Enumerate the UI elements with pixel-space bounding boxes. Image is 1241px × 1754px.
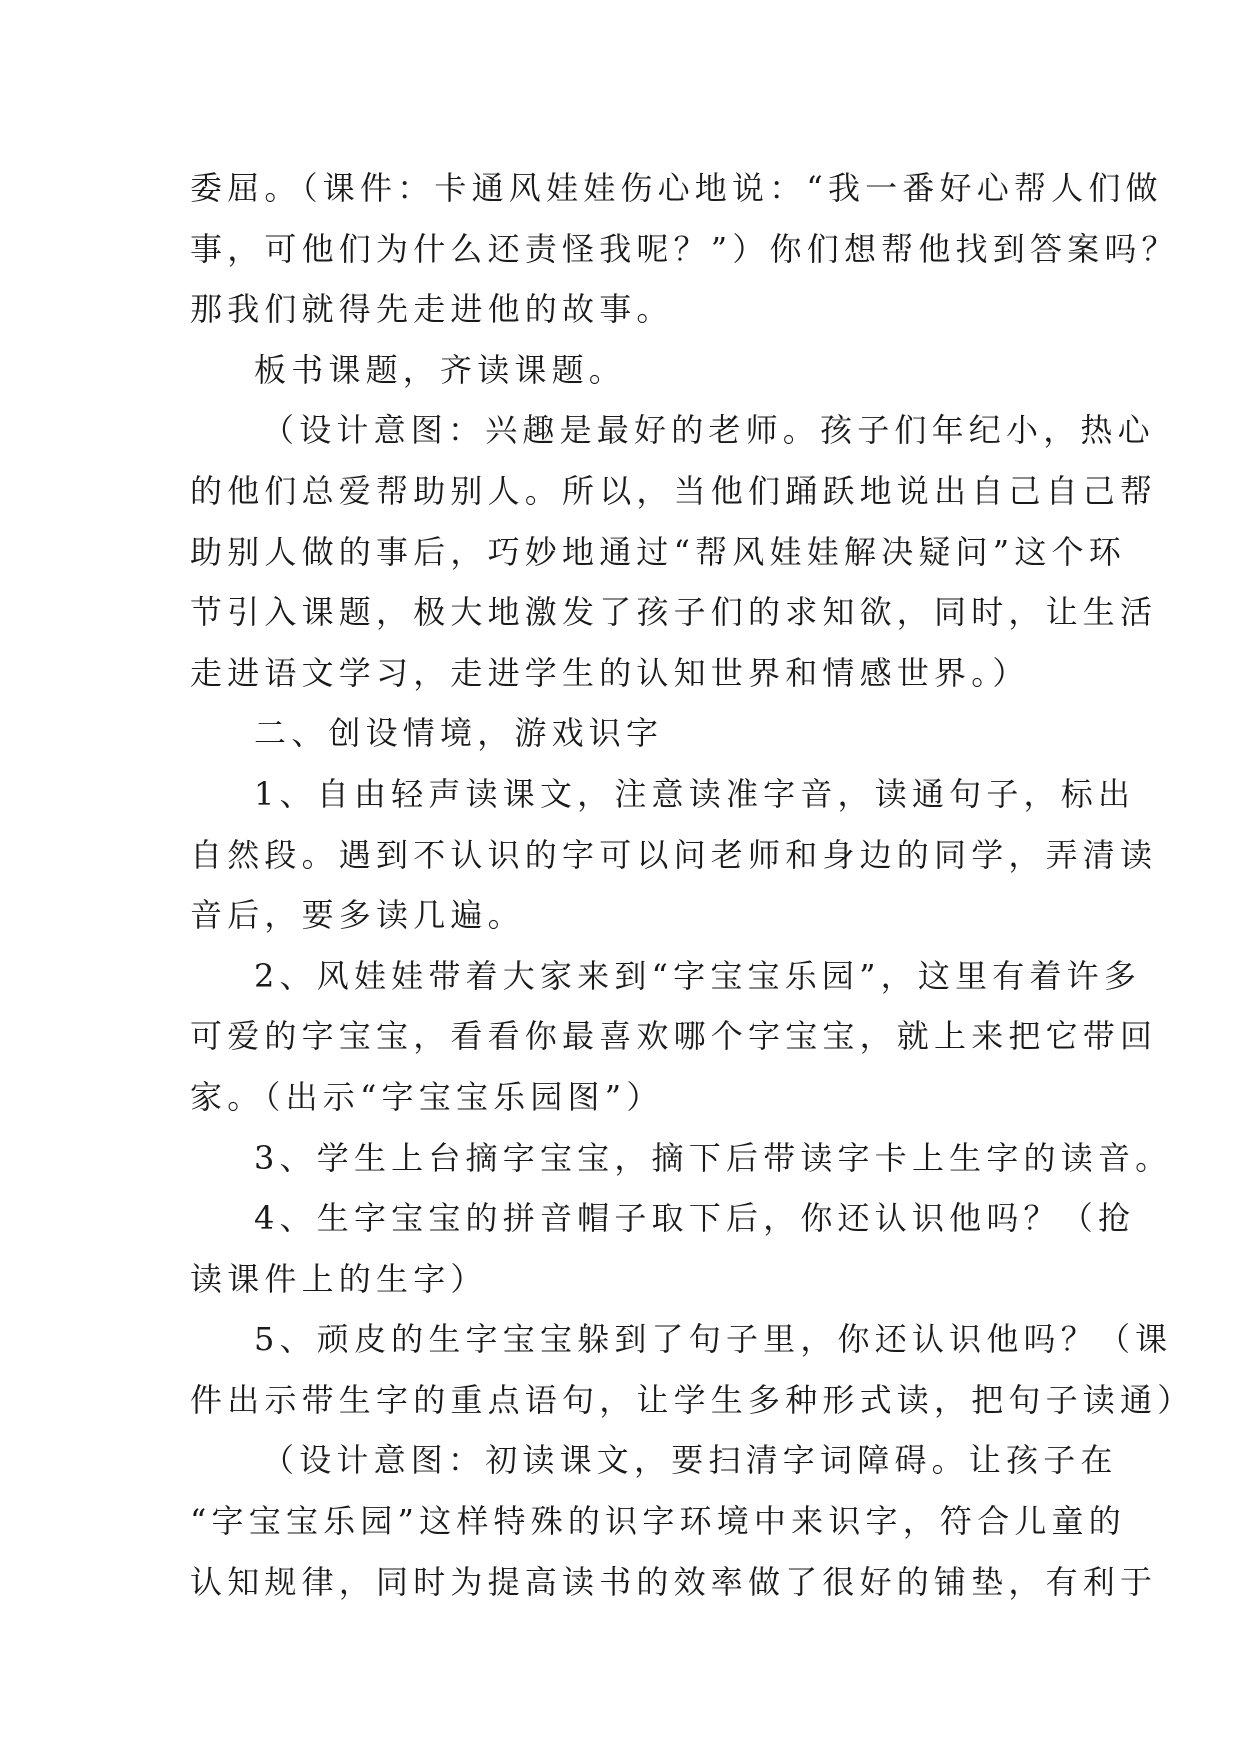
text-line: 4、生字宝宝的拼音帽子取下后，你还认识他吗？（抢	[254, 1199, 1136, 1238]
text-line: 委屈。（课件：卡通风娃娃伤心地说：“我一番好心帮人们做	[190, 169, 1163, 207]
text-line: 那我们就得先走进他的故事。	[190, 290, 674, 329]
section-heading: 二、创设情境，游戏识字	[254, 714, 664, 753]
text-line: （设计意图：初读课文，要扫清字词障碍。让孩子在	[262, 1441, 1118, 1480]
text-line: 节引入课题，极大地激发了孩子们的求知欲，同时，让生活	[190, 593, 1158, 632]
text-line: 2、风娃娃带着大家来到“字宝宝乐园”，这里有着许多	[254, 956, 1142, 995]
text-line: （设计意图：兴趣是最好的老师。孩子们年纪小，热心	[262, 411, 1155, 450]
text-line: 事，可他们为什么还责怪我呢？”）你们想帮他找到答案吗？	[190, 229, 1179, 268]
text-line: 5、顽皮的生字宝宝躲到了句子里，你还认识他吗？（课	[254, 1320, 1173, 1359]
text-line: 走进语文学习，走进学生的认知世界和情感世界。）	[190, 653, 1030, 692]
text-line: 音后，要多读几遍。	[190, 896, 525, 935]
text-line: 家。（出示“字宝宝乐园图”）	[190, 1077, 664, 1116]
text-line: 板书课题，齐读课题。	[254, 350, 627, 389]
text-line: “字宝宝乐园”这样特殊的识字环境中来识字，符合儿童的	[190, 1502, 1126, 1541]
text-line: 认知规律，同时为提高读书的效率做了很好的铺垫，有利于	[190, 1562, 1158, 1601]
text-line: 可爱的字宝宝，看看你最喜欢哪个字宝宝，就上来把它带回	[190, 1017, 1158, 1056]
text-line: 读课件上的生字）	[190, 1259, 488, 1298]
text-line: 的他们总爱帮助别人。所以，当他们踊跃地说出自己自己帮	[190, 471, 1158, 510]
text-line: 件出示带生字的重点语句，让学生多种形式读，把句子读通）	[190, 1380, 1195, 1419]
text-line: 1、自由轻声读课文，注意读准字音，读通句子，标出	[254, 774, 1136, 813]
text-line: 3、学生上台摘字宝宝，摘下后带读字卡上生字的读音。	[254, 1138, 1173, 1177]
text-line: 自然段。遇到不认识的字可以问老师和身边的同学，弄清读	[190, 835, 1158, 874]
text-line: 助别人做的事后，巧妙地通过“帮风娃娃解决疑问”这个环	[190, 532, 1126, 571]
document-body	[190, 158, 1195, 1612]
